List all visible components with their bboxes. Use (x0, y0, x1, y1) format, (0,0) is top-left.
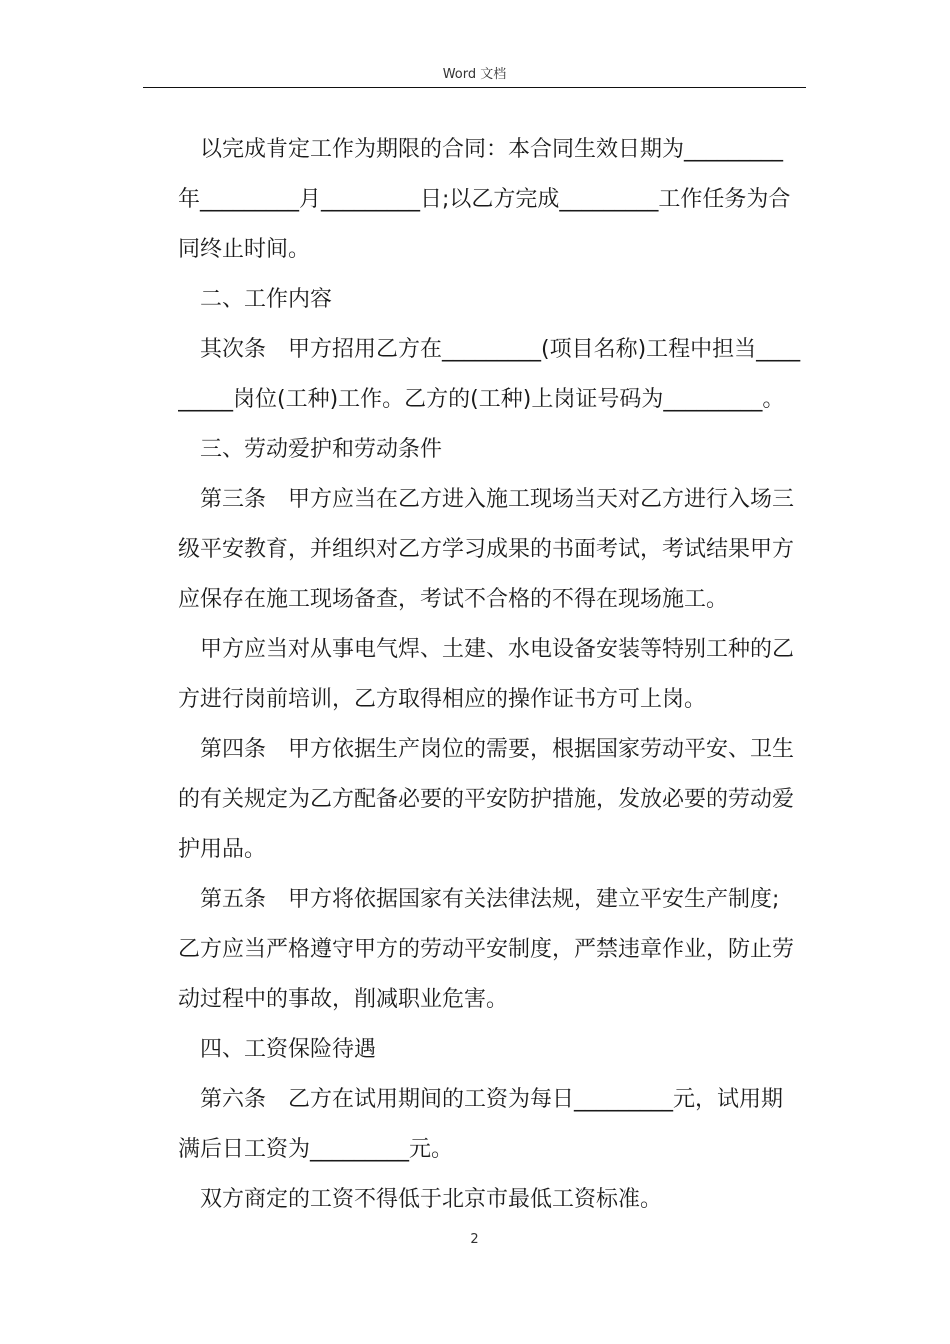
text-line: 的有关规定为乙方配备必要的平安防护措施，发放必要的劳动爱 (178, 787, 795, 812)
text-line: 第五条 甲方将依据国家有关法律法规，建立平安生产制度; (200, 887, 780, 912)
text-line: 三、劳动爱护和劳动条件 (200, 437, 443, 462)
text-line: 护用品。 (178, 837, 267, 862)
text-line: 第三条 甲方应当在乙方进入施工现场当天对乙方进行入场三 (200, 487, 795, 512)
text-line: 动过程中的事故，削减职业危害。 (178, 987, 509, 1012)
text-line: 级平安教育，并组织对乙方学习成果的书面考试，考试结果甲方 (178, 537, 795, 562)
header-divider (143, 87, 806, 88)
text-line: 方进行岗前培训，乙方取得相应的操作证书方可上岗。 (178, 687, 707, 712)
text-line: 应保存在施工现场备查，考试不合格的不得在现场施工。 (178, 587, 729, 612)
text-line: 满后日工资为_________元。 (178, 1137, 454, 1162)
text-line: 乙方应当严格遵守甲方的劳动平安制度，严禁违章作业，防止劳 (178, 937, 795, 962)
paragraph-minimum-wage (178, 1175, 808, 1225)
text-line: 二、工作内容 (200, 287, 333, 312)
section-heading-work-content (178, 275, 808, 325)
text-line: 甲方应当对从事电气焊、土建、水电设备安装等特别工种的乙 (200, 637, 795, 662)
text-line: 第六条 乙方在试用期间的工资为每日_________元，试用期 (200, 1087, 784, 1112)
text-line: 以完成肯定工作为期限的合同：本合同生效日期为_________ (200, 137, 784, 162)
text-line: 其次条 甲方招用乙方在_________(项目名称)工程中担当____ (200, 337, 801, 362)
paragraph-article-5 (178, 875, 808, 1025)
text-line: 年_________月_________日;以乙方完成_________工作任务为合 (178, 187, 791, 212)
paragraph-article-4 (178, 725, 808, 875)
paragraph-contract-term (178, 125, 808, 275)
text-line: _____岗位(工种)工作。乙方的(工种)上岗证号码为_________。 (178, 387, 785, 412)
paragraph-special-training (178, 625, 808, 725)
page-number: 2 (470, 1232, 479, 1247)
section-heading-labor-protection (178, 425, 808, 475)
section-heading-wages-insurance (178, 1025, 808, 1075)
document-body (178, 125, 808, 1225)
paragraph-article-2 (178, 325, 808, 425)
paragraph-article-3 (178, 475, 808, 625)
text-line: 双方商定的工资不得低于北京市最低工资标准。 (200, 1187, 663, 1212)
page-header: Word 文档 (442, 67, 507, 82)
text-line: 四、工资保险待遇 (200, 1037, 377, 1062)
text-line: 第四条 甲方依据生产岗位的需要，根据国家劳动平安、卫生 (200, 737, 795, 762)
paragraph-article-6 (178, 1075, 808, 1175)
text-line: 同终止时间。 (178, 237, 311, 262)
